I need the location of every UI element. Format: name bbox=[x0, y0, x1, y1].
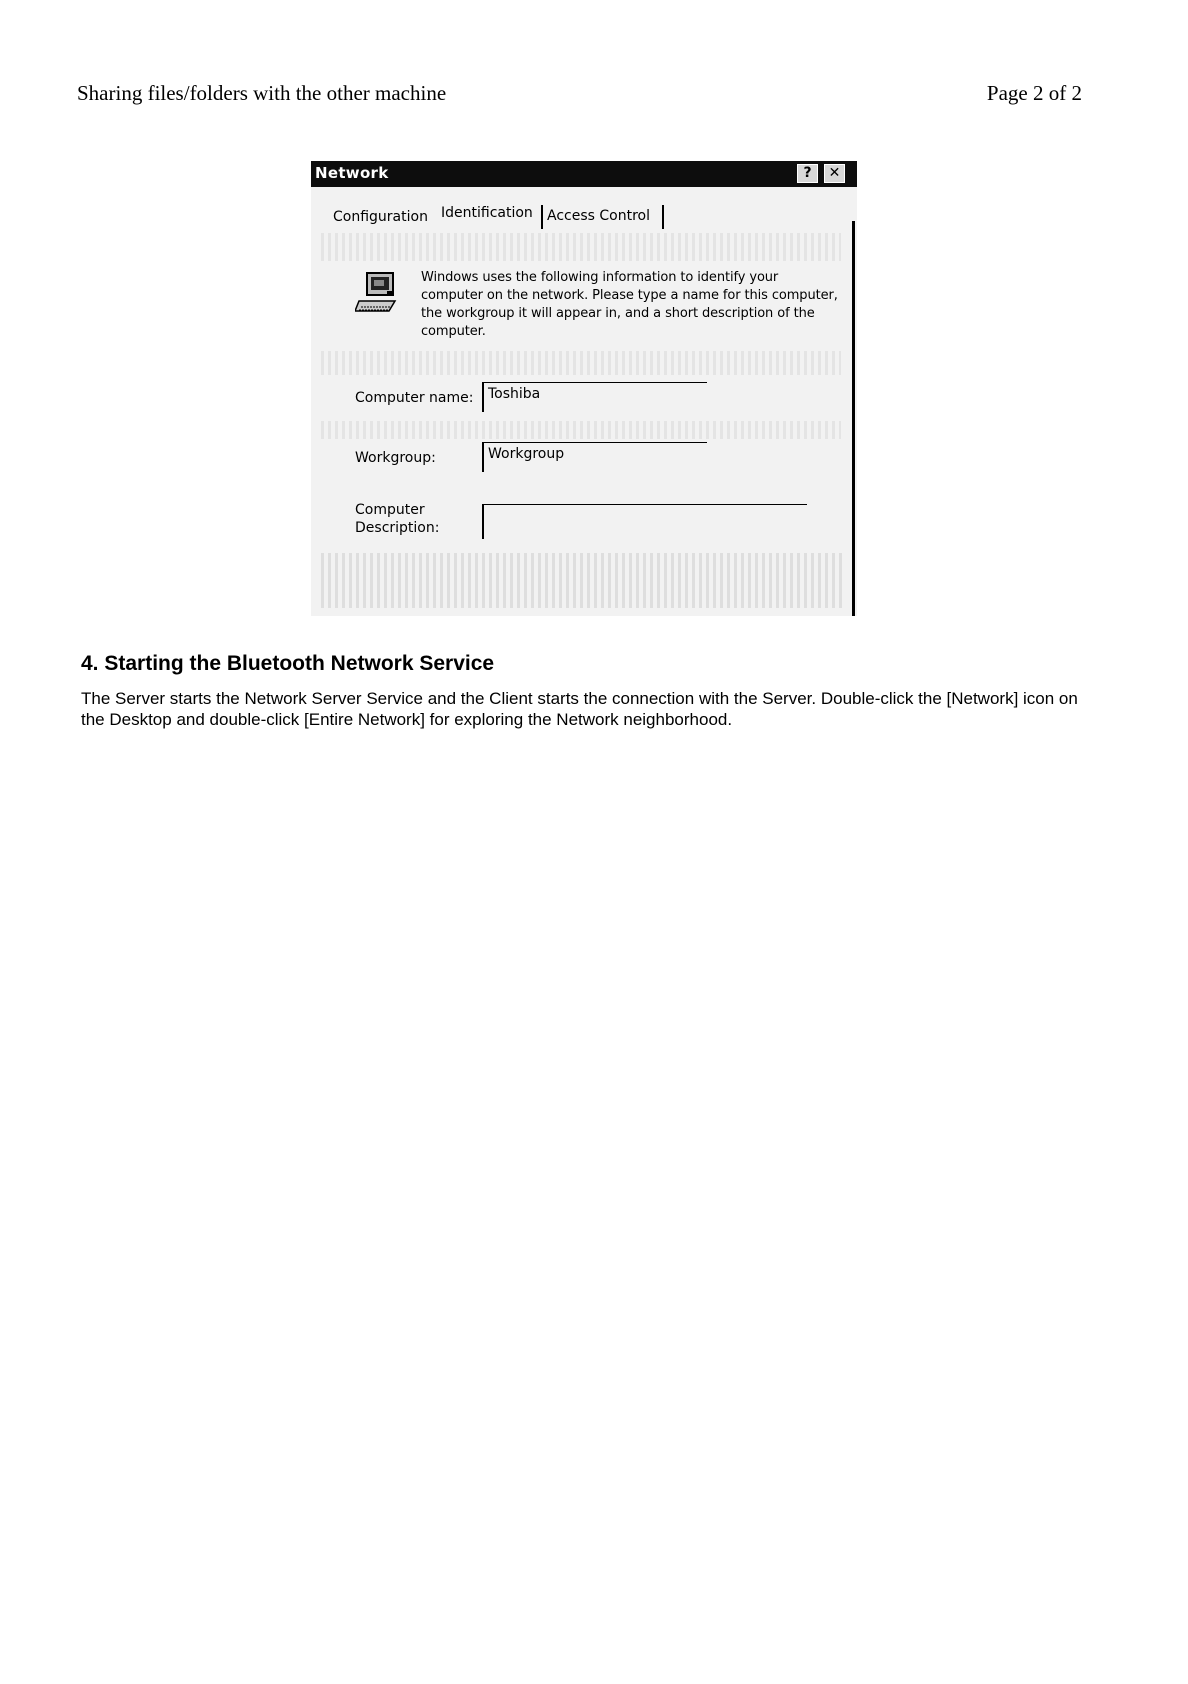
page-number: Page 2 of 2 bbox=[986, 81, 1082, 105]
help-button[interactable]: ? bbox=[797, 164, 818, 183]
tab-identification[interactable]: Identification bbox=[441, 205, 533, 221]
page-header-title: Sharing files/folders with the other machine bbox=[77, 81, 447, 105]
scan-noise bbox=[321, 421, 841, 439]
identification-description: Windows uses the following information to identify your computer on the network. Please type a name for this computer, the workgroup it will appear in, and a short description of the computer. bbox=[421, 270, 838, 339]
computer-description-label-line1: Computer bbox=[355, 502, 425, 518]
close-button[interactable]: ✕ bbox=[824, 164, 845, 183]
tab-divider bbox=[541, 205, 543, 229]
computer-description-label bbox=[355, 501, 465, 537]
dialog-title: Network bbox=[315, 164, 389, 182]
scan-noise bbox=[321, 233, 841, 261]
tab-access-control[interactable]: Access Control bbox=[547, 208, 650, 224]
computer-description-input[interactable] bbox=[482, 504, 807, 539]
dialog-titlebar bbox=[311, 161, 857, 187]
tab-configuration[interactable]: Configuration bbox=[333, 209, 428, 225]
section-heading: 4. Starting the Bluetooth Network Service bbox=[81, 652, 495, 675]
computer-icon bbox=[355, 271, 403, 317]
tab-divider bbox=[662, 205, 664, 229]
computer-description-label-line2: Description: bbox=[355, 520, 440, 536]
workgroup-input[interactable]: Workgroup bbox=[482, 442, 707, 472]
dialog-right-edge bbox=[852, 221, 855, 616]
scan-noise bbox=[321, 553, 846, 608]
workgroup-label: Workgroup: bbox=[355, 450, 436, 466]
section-body: The Server starts the Network Server Service and the Client starts the connection with the Server. Double-click the [Network] icon on the Desktop and double-click [Entire Network] for exploring the Network neighborhood. bbox=[81, 689, 1078, 729]
computer-name-input[interactable]: Toshiba bbox=[482, 382, 707, 412]
network-dialog-screenshot bbox=[311, 161, 857, 616]
scan-noise bbox=[321, 351, 841, 375]
computer-name-label: Computer name: bbox=[355, 390, 474, 406]
